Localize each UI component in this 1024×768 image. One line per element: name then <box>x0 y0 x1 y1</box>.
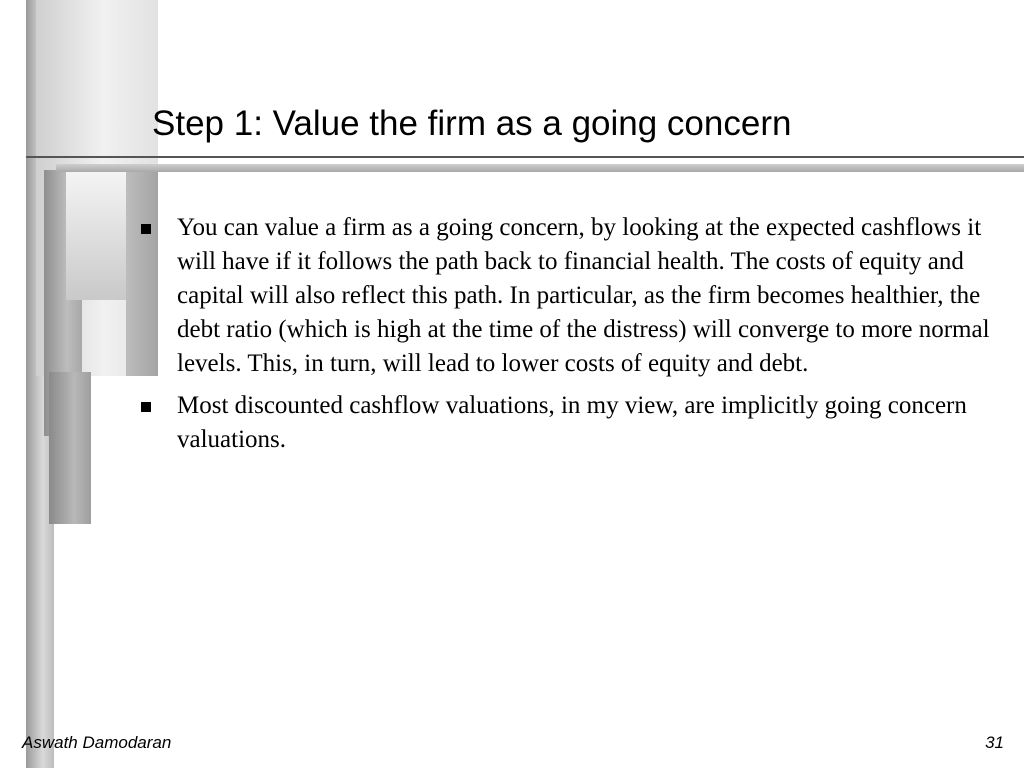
decorative-bar <box>66 172 126 300</box>
bullet-item <box>140 211 990 381</box>
bullet-text: You can value a firm as a going concern, by looking at the expected cashflows it will have if it follows the path back to financial health. The costs of equity and capital will also reflect this path. In particular, as the firm becomes healthier, the debt ratio (which is high at the time of the distress) will converge to more normal levels. This, in turn, will lead to lower costs of equity and debt. <box>177 214 990 377</box>
bullet-list <box>140 211 990 465</box>
footer-author: Aswath Damodaran <box>22 733 172 752</box>
square-bullet-icon <box>141 402 151 412</box>
square-bullet-icon <box>141 224 151 234</box>
title-divider <box>26 156 1024 158</box>
slide-title: Step 1: Value the firm as a going concern <box>152 104 792 143</box>
bullet-text: Most discounted cashflow valuations, in my view, are implicitly going concern valuations. <box>177 392 967 453</box>
decorative-bar <box>49 372 91 524</box>
title-divider-shadow <box>56 164 1024 172</box>
page-number: 31 <box>985 733 1004 752</box>
bullet-item <box>140 389 990 457</box>
